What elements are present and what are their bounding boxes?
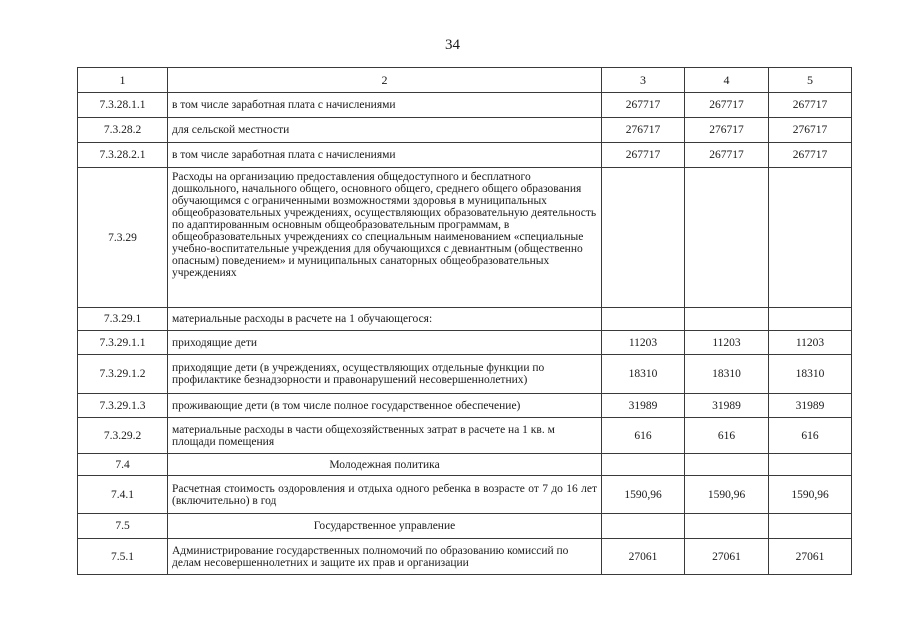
table-row: [78, 93, 852, 118]
value-col5: [769, 168, 852, 308]
value-col3: [602, 454, 685, 476]
table-row: [78, 118, 852, 143]
row-description: для сельской местности: [168, 118, 602, 143]
value-col5: 18310: [769, 355, 852, 394]
row-description: Расходы на организацию предоставления общедоступного и бесплатного дошкольного, начального общего, основного общего, среднего общего образования обучающимся с ограниченными возможностями здоровья в муниципальных общеобразовательных учреждениях, осуществляющих образовательную деятельность по адаптированным основным общеобразовательным программам, в общеобразовательных учреждениях со специальным наименованием «специальные учебно-воспитательные учреждения для обучающихся с девиантным (общественно опасным) поведением» и муниципальных санаторных общеобразовательных учреждениях: [168, 168, 602, 308]
value-col5: 1590,96: [769, 476, 852, 514]
value-col5: 267717: [769, 93, 852, 118]
row-code: 7.3.28.1.1: [78, 93, 168, 118]
value-col3: 27061: [602, 539, 685, 575]
section-title: Молодежная политика: [168, 454, 602, 476]
row-code: 7.5: [78, 514, 168, 539]
value-col3: 1590,96: [602, 476, 685, 514]
value-col4: 267717: [685, 143, 769, 168]
table-row: [78, 418, 852, 454]
row-code: 7.3.29.1.2: [78, 355, 168, 394]
section-title: Государственное управление: [168, 514, 602, 539]
value-col3: 18310: [602, 355, 685, 394]
value-col3: 31989: [602, 394, 685, 418]
value-col5: 11203: [769, 331, 852, 355]
table-row: [78, 454, 852, 476]
value-col5: [769, 454, 852, 476]
value-col5: [769, 308, 852, 331]
value-col4: [685, 168, 769, 308]
column-header: 2: [168, 68, 602, 93]
table-row: [78, 476, 852, 514]
table-row: [78, 331, 852, 355]
value-col4: 267717: [685, 93, 769, 118]
row-code: 7.3.29: [78, 168, 168, 308]
value-col4: 276717: [685, 118, 769, 143]
value-col4: [685, 308, 769, 331]
header-row: [78, 68, 852, 93]
value-col3: 267717: [602, 143, 685, 168]
column-header: 3: [602, 68, 685, 93]
row-code: 7.3.28.2.1: [78, 143, 168, 168]
value-col3: [602, 168, 685, 308]
value-col4: 18310: [685, 355, 769, 394]
value-col4: [685, 514, 769, 539]
value-col3: 267717: [602, 93, 685, 118]
value-col5: 27061: [769, 539, 852, 575]
row-description: в том числе заработная плата с начислениями: [168, 143, 602, 168]
row-code: 7.3.29.2: [78, 418, 168, 454]
column-header: 5: [769, 68, 852, 93]
row-code: 7.3.29.1.3: [78, 394, 168, 418]
value-col5: [769, 514, 852, 539]
value-col3: [602, 514, 685, 539]
table-row: [78, 394, 852, 418]
value-col4: 11203: [685, 331, 769, 355]
row-description: Расчетная стоимость оздоровления и отдыха одного ребенка в возрасте от 7 до 16 лет (включительно) в год: [168, 476, 602, 514]
row-description: приходящие дети: [168, 331, 602, 355]
budget-table: [77, 67, 852, 575]
value-col3: 616: [602, 418, 685, 454]
row-code: 7.5.1: [78, 539, 168, 575]
row-description: в том числе заработная плата с начислениями: [168, 93, 602, 118]
value-col4: 1590,96: [685, 476, 769, 514]
row-code: 7.3.28.2: [78, 118, 168, 143]
row-code: 7.4.1: [78, 476, 168, 514]
value-col4: 616: [685, 418, 769, 454]
row-description: проживающие дети (в том числе полное государственное обеспечение): [168, 394, 602, 418]
table-row: [78, 308, 852, 331]
value-col3: [602, 308, 685, 331]
page-number: 34: [445, 37, 460, 53]
table-row: [78, 514, 852, 539]
table-row: [78, 168, 852, 308]
value-col5: 31989: [769, 394, 852, 418]
value-col5: 267717: [769, 143, 852, 168]
table-row: [78, 143, 852, 168]
value-col4: 27061: [685, 539, 769, 575]
row-code: 7.4: [78, 454, 168, 476]
row-code: 7.3.29.1.1: [78, 331, 168, 355]
value-col4: [685, 454, 769, 476]
row-description: материальные расходы в части общехозяйственных затрат в расчете на 1 кв. м площади помещения: [168, 418, 602, 454]
column-header: 1: [78, 68, 168, 93]
row-code: 7.3.29.1: [78, 308, 168, 331]
value-col3: 276717: [602, 118, 685, 143]
value-col4: 31989: [685, 394, 769, 418]
value-col5: 616: [769, 418, 852, 454]
row-description: Администрирование государственных полномочий по образованию комиссий по делам несовершеннолетних и защите их прав и организации: [168, 539, 602, 575]
row-description: материальные расходы в расчете на 1 обучающегося:: [168, 308, 602, 331]
column-header: 4: [685, 68, 769, 93]
table-row: [78, 539, 852, 575]
value-col5: 276717: [769, 118, 852, 143]
table-row: [78, 355, 852, 394]
row-description: приходящие дети (в учреждениях, осуществляющих отдельные функции по профилактике безнадзорности и правонарушений несовершеннолетних): [168, 355, 602, 394]
value-col3: 11203: [602, 331, 685, 355]
